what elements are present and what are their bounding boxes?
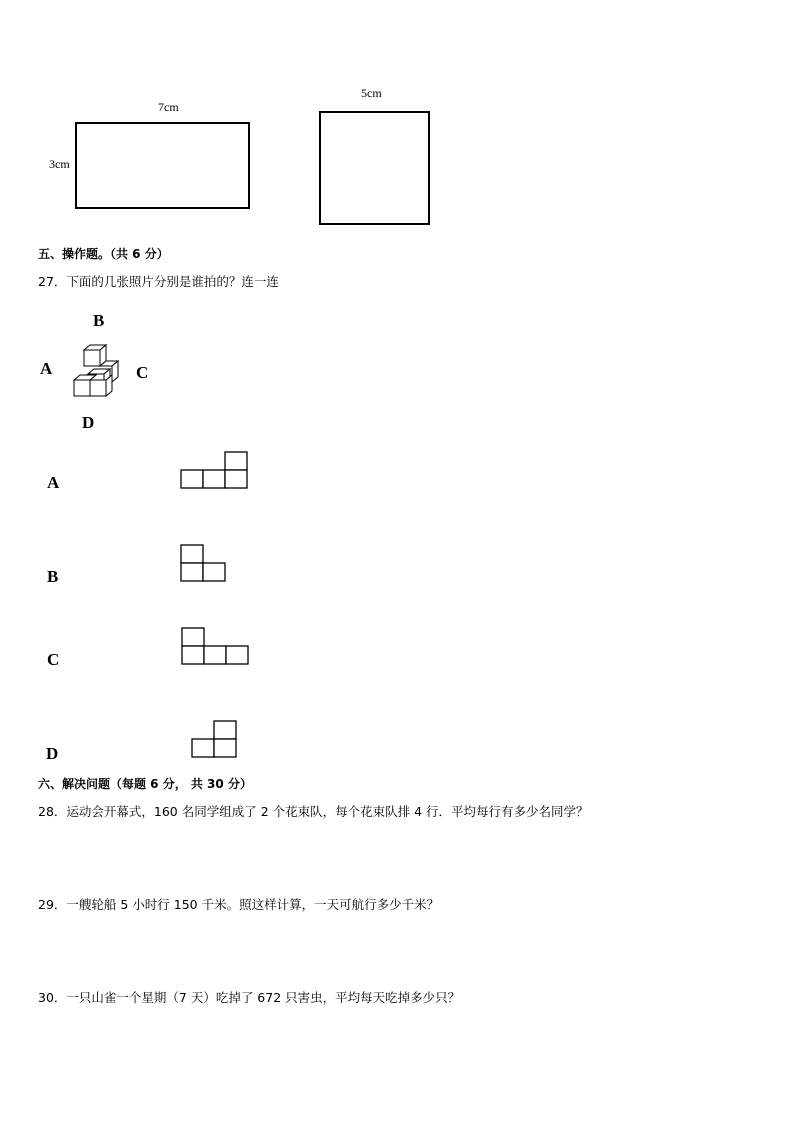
view-label-c: C	[47, 650, 60, 669]
view-c-squares	[181, 626, 251, 666]
square-shape	[319, 111, 430, 225]
question-28: 28．运动会开幕式，160 名同学组成了 2 个花束队，每个花束队排 4 行．平均每行有多少名同学？	[38, 804, 589, 819]
question-27: 27．下面的几张照片分别是谁拍的？连一连	[38, 274, 279, 289]
observer-label-d: D	[82, 413, 95, 432]
question-30: 30．一只山雀一个星期（7 天）吃掉了 672 只害虫，平均每天吃掉多少只？	[38, 990, 461, 1005]
view-b-squares	[180, 543, 228, 583]
section-6-title: 六、解决问题（每题 6 分， 共 30 分）	[38, 777, 252, 791]
view-a-squares	[180, 450, 250, 490]
section-5-title: 五、操作题。（共 6 分）	[38, 247, 169, 261]
rectangle-shape	[75, 122, 250, 209]
observer-label-b: B	[93, 311, 105, 330]
cube-stack-illustration	[70, 342, 122, 400]
rectangle-width-label: 7cm	[158, 100, 179, 114]
square-side-label: 5cm	[361, 86, 382, 100]
observer-label-c: C	[136, 363, 149, 382]
view-label-b: B	[47, 567, 59, 586]
view-label-a: A	[47, 473, 60, 492]
question-29: 29．一艘轮船 5 小时行 150 千米。照这样计算，一天可航行多少千米？	[38, 897, 440, 912]
rectangle-height-label: 3cm	[49, 157, 70, 171]
view-d-squares	[191, 719, 239, 759]
view-label-d: D	[46, 744, 59, 763]
observer-label-a: A	[40, 359, 53, 378]
